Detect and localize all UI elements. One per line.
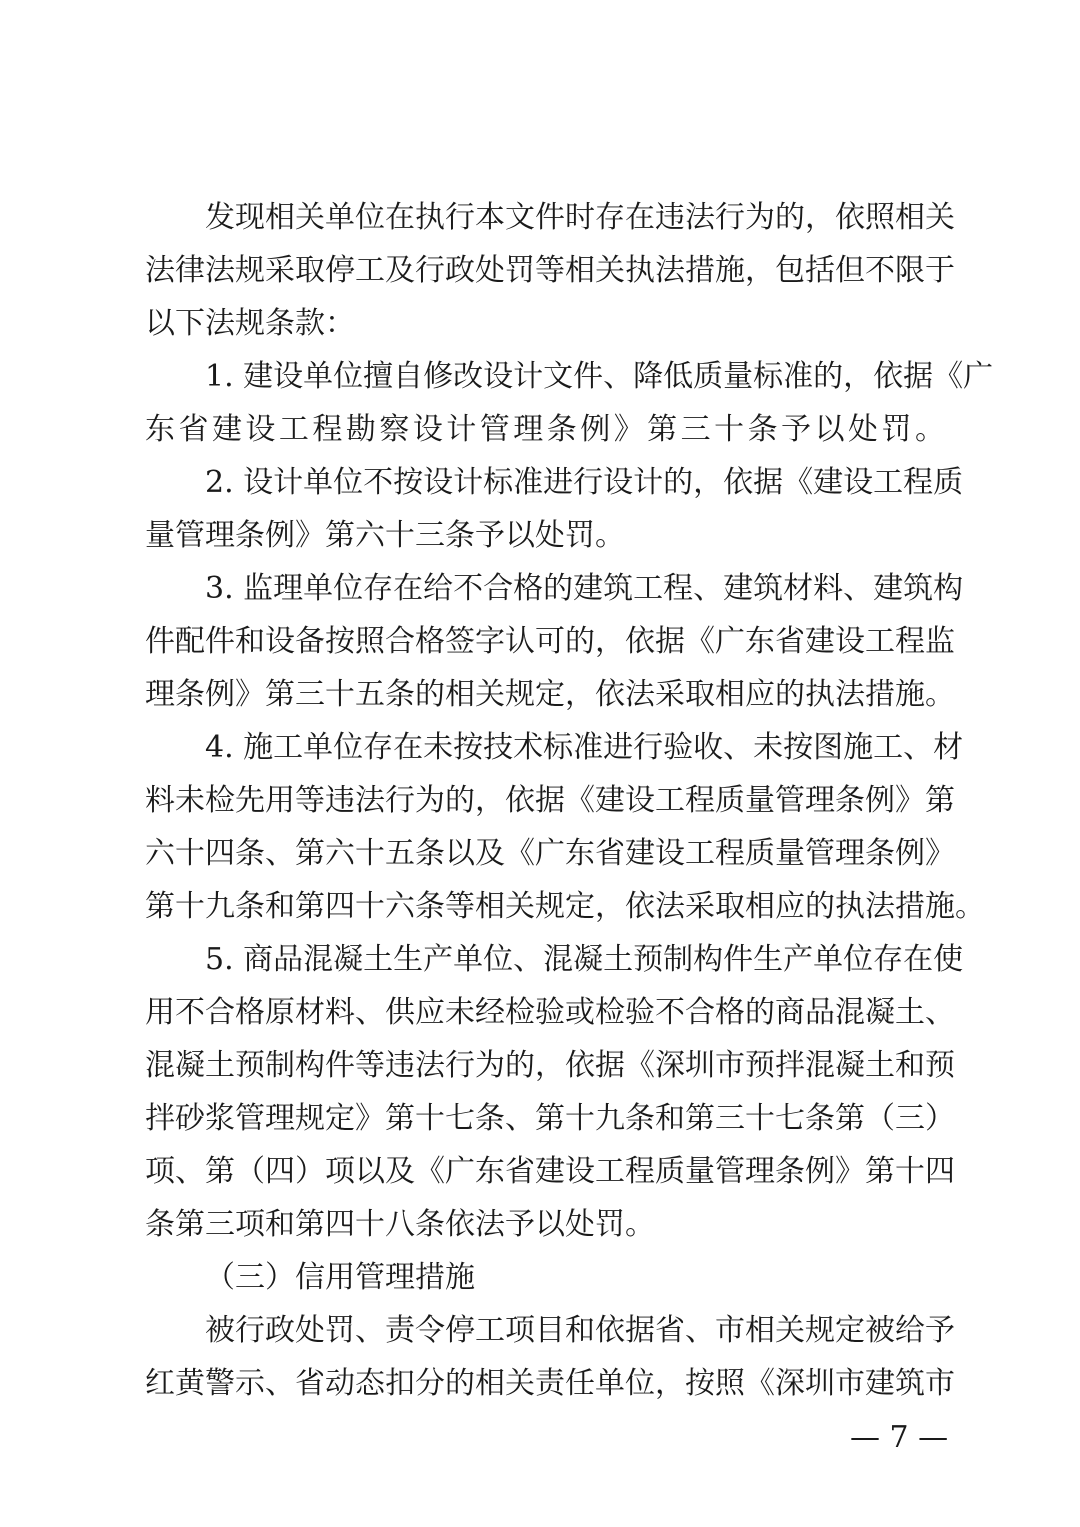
paragraph-line: 东省建设工程勘察设计管理条例》第三十条予以处罚。: [145, 412, 945, 447]
paragraph-line: 项、第（四）项以及《广东省建设工程质量管理条例》第十四: [145, 1154, 955, 1189]
page-number: — 7 —: [850, 1420, 949, 1455]
paragraph-line: 发现相关单位在执行本文件时存在违法行为的，依照相关: [205, 200, 955, 235]
paragraph-line: 法律法规采取停工及行政处罚等相关执法措施，包括但不限于: [145, 253, 955, 288]
paragraph-line: 量管理条例》第六十三条予以处罚。: [145, 518, 625, 553]
paragraph-line: 料未检先用等违法行为的，依据《建设工程质量管理条例》第: [145, 783, 955, 818]
paragraph-line: 理条例》第三十五条的相关规定，依法采取相应的执法措施。: [145, 677, 955, 712]
paragraph-line: 1. 建设单位擅自修改设计文件、降低质量标准的，依据《广: [205, 359, 994, 394]
paragraph-line: 红黄警示、省动态扣分的相关责任单位，按照《深圳市建筑市: [145, 1366, 955, 1401]
paragraph-line: 用不合格原材料、供应未经检验或检验不合格的商品混凝土、: [145, 995, 955, 1030]
paragraph-line: 5. 商品混凝土生产单位、混凝土预制构件生产单位存在使: [205, 942, 964, 977]
paragraph-line: 2. 设计单位不按设计标准进行设计的，依据《建设工程质: [205, 465, 964, 500]
paragraph-line: 4. 施工单位存在未按技术标准进行验收、未按图施工、材: [205, 730, 964, 765]
section-heading: （三）信用管理措施: [205, 1260, 475, 1295]
paragraph-line: 以下法规条款：: [145, 306, 355, 341]
paragraph-line: 件配件和设备按照合格签字认可的，依据《广东省建设工程监: [145, 624, 955, 659]
paragraph-line: 拌砂浆管理规定》第十七条、第十九条和第三十七条第（三）: [145, 1101, 955, 1136]
paragraph-line: 第十九条和第四十六条等相关规定，依法采取相应的执法措施。: [145, 889, 985, 924]
paragraph-line: 条第三项和第四十八条依法予以处罚。: [145, 1207, 655, 1242]
paragraph-line: 3. 监理单位存在给不合格的建筑工程、建筑材料、建筑构: [205, 571, 964, 606]
paragraph-line: 混凝土预制构件等违法行为的，依据《深圳市预拌混凝土和预: [145, 1048, 955, 1083]
paragraph-line: 被行政处罚、责令停工项目和依据省、市相关规定被给予: [205, 1313, 955, 1348]
paragraph-line: 六十四条、第六十五条以及《广东省建设工程质量管理条例》: [145, 836, 955, 871]
